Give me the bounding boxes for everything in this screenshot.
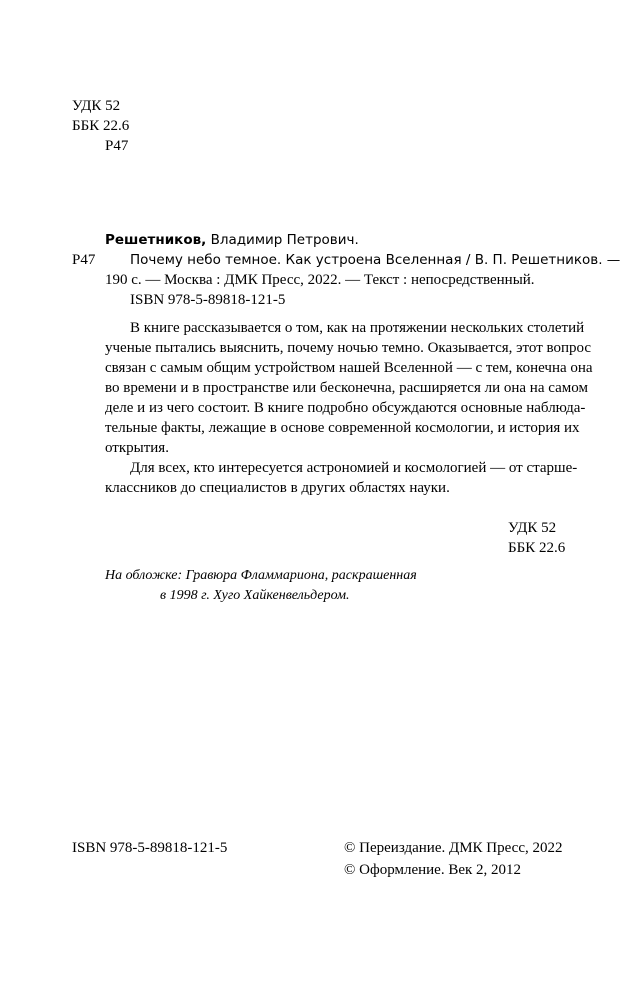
- author-name: Владимир Петрович.: [210, 232, 359, 248]
- abstract-line: во времени и в пространстве или бесконечна, расширяется ли она на самом: [105, 380, 588, 396]
- cover-note-line: На обложке: Гравюра Фламмариона, раскрашенная: [105, 568, 417, 583]
- author-surname: Решетников,: [105, 232, 207, 248]
- abstract-line: связан с самым общим устройством нашей Вселенной — с тем, конечна она: [105, 360, 593, 376]
- audience-line: классников до специалистов в других областях науки.: [105, 480, 450, 496]
- abstract-line: деле и из чего состоит. В книге подробно обсуждаются основные наблюда-: [105, 400, 586, 416]
- udk-code: УДК 52: [72, 98, 121, 114]
- title-line: Почему небо темное. Как устроена Вселенная / В. П. Решетников. —: [130, 252, 621, 268]
- footer-isbn: ISBN 978-5-89818-121-5: [72, 840, 228, 856]
- copyright-design: © Оформление. Век 2, 2012: [344, 862, 522, 878]
- publication-line: 190 с. — Москва : ДМК Пресс, 2022. — Текст : непосредственный.: [105, 272, 535, 288]
- udk-code-bottom: УДК 52: [508, 520, 557, 536]
- copyright-reissue: © Переиздание. ДМК Пресс, 2022: [344, 840, 563, 856]
- author-mark: Р47: [105, 138, 129, 154]
- isbn-line: ISBN 978-5-89818-121-5: [130, 292, 286, 308]
- author-line: [105, 230, 359, 250]
- audience-line: Для всех, кто интересуется астрономией и космологией — от старше-: [130, 460, 578, 476]
- cover-note-line: в 1998 г. Хуго Хайкенвельдером.: [160, 588, 350, 603]
- record-mark: Р47: [72, 252, 96, 268]
- bbk-code: ББК 22.6: [72, 118, 130, 134]
- bbk-code-bottom: ББК 22.6: [508, 540, 566, 556]
- abstract-line: ученые пытались выяснить, почему ночью темно. Оказывается, этот вопрос: [105, 340, 592, 356]
- abstract-line: В книге рассказывается о том, как на протяжении нескольких столетий: [130, 320, 585, 336]
- abstract-line: открытия.: [105, 440, 169, 456]
- abstract-line: тельные факты, лежащие в основе современной космологии, и история их: [105, 420, 580, 436]
